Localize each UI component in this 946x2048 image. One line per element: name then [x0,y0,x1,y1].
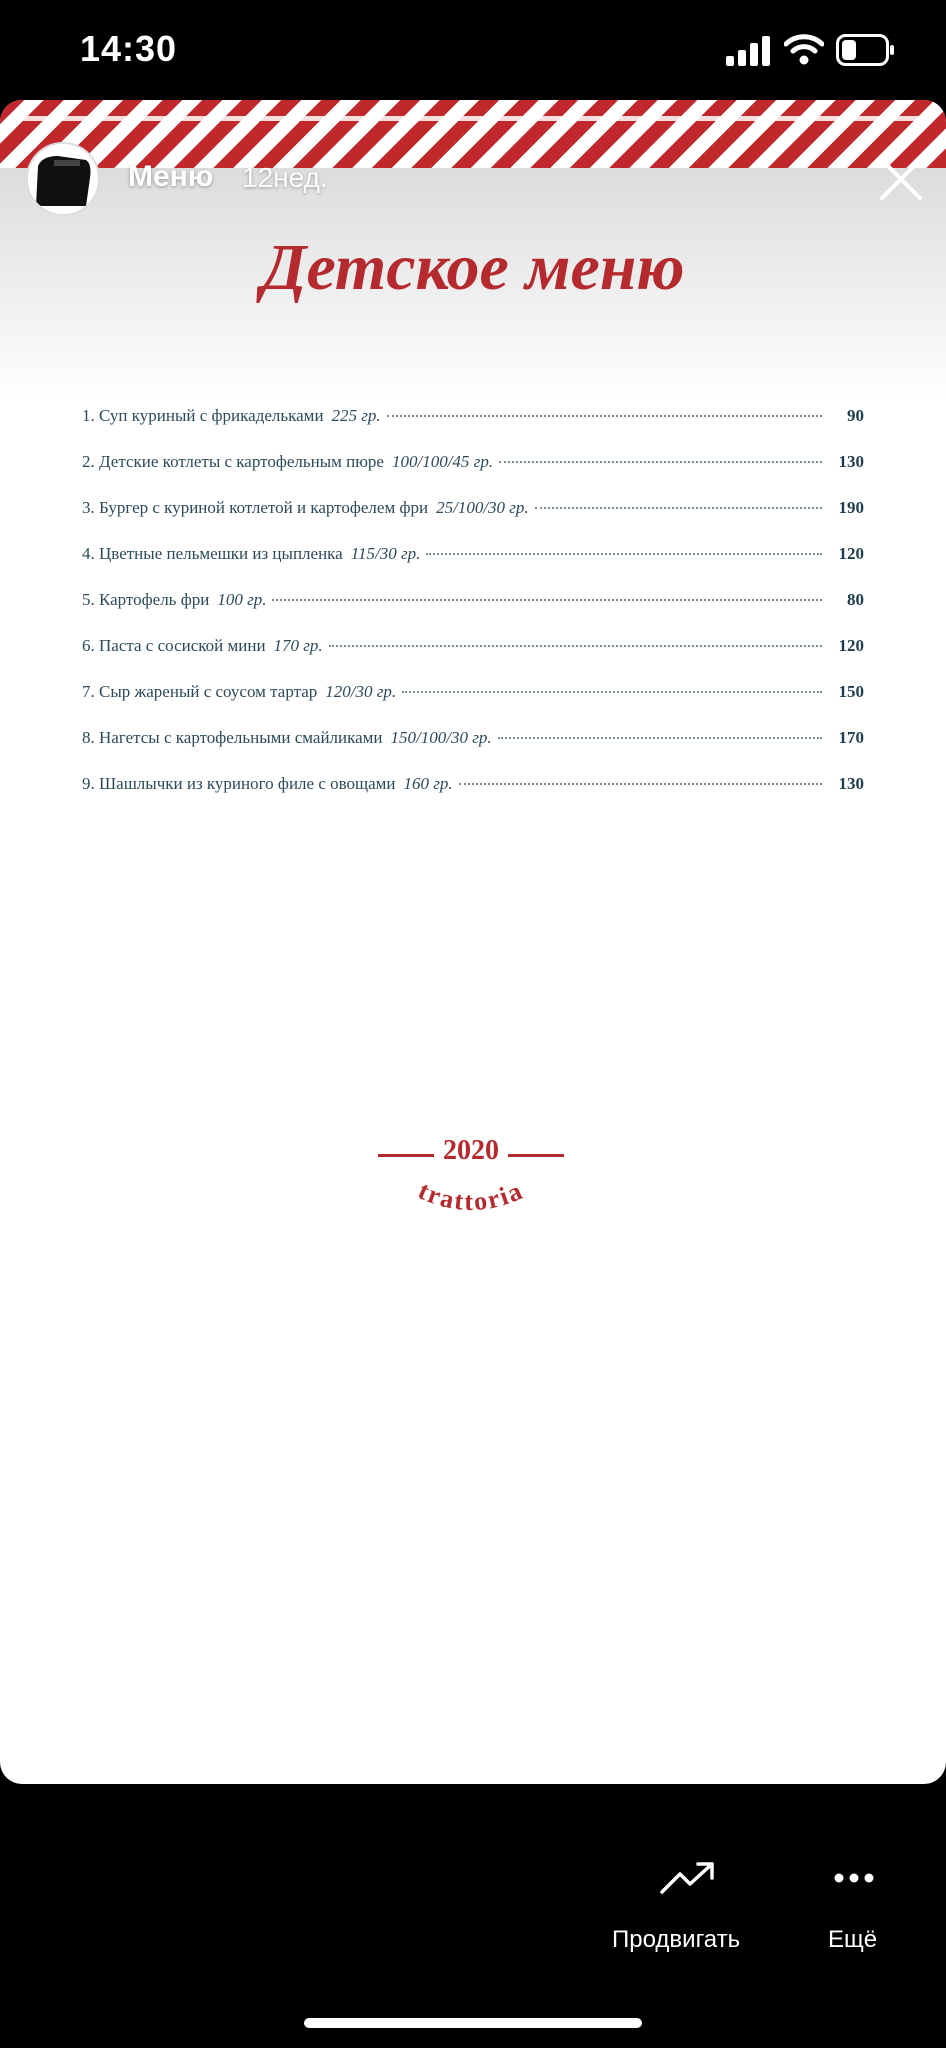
story-progress-bar [18,116,928,121]
trattoria-logo [366,1135,576,1245]
menu-item [82,728,864,774]
story-username[interactable]: Меню [128,160,214,193]
menu-item-weight: 100 гр. [217,590,267,609]
menu-item-weight: 170 гр. [273,636,323,655]
menu-item-leader [459,783,822,785]
story-timestamp: 12нед. [242,162,328,193]
menu-item-price: 90 [847,406,864,425]
status-time: 14:30 [80,28,178,69]
menu-item-leader [402,691,822,693]
menu-item-name: 6. Паста с сосиской мини [82,636,266,655]
menu-title: Детское меню [261,231,685,304]
menu-item-name: 9. Шашлычки из куриного филе с овощами [82,774,396,793]
menu-item-weight: 150/100/30 гр. [390,728,492,747]
menu-item-price: 150 [838,682,864,701]
logo-name: trattoria [414,1175,528,1217]
avatar[interactable] [26,142,100,216]
menu-item-price: 120 [838,636,864,655]
menu-item-leader [535,507,822,509]
menu-item-price: 170 [838,728,864,747]
menu-item [82,682,864,728]
more-dots-icon[interactable] [834,1870,874,1886]
menu-list [82,406,864,820]
menu-item-leader [498,737,822,739]
menu-item-name: 7. Сыр жареный с соусом тартар [82,682,318,701]
menu-item-weight: 120/30 гр. [325,682,397,701]
wifi-icon [784,32,824,66]
promote-button[interactable]: Продвигать [612,1926,741,1953]
close-icon[interactable] [874,152,928,206]
menu-item-price: 130 [838,452,864,471]
menu-item-name: 1. Суп куриный с фрикадельками [82,406,324,425]
menu-item-name: 2. Детские котлеты с картофельным пюре [82,452,384,471]
menu-item-weight: 115/30 гр. [350,544,421,563]
menu-item-name: 4. Цветные пельмешки из цыпленка [82,544,343,563]
menu-item-price: 120 [838,544,864,563]
battery-icon [836,34,896,66]
logo-arc-text [366,1155,576,1245]
menu-item-leader [329,645,822,647]
menu-item [82,636,864,682]
menu-item-weight: 160 гр. [403,774,453,793]
trending-up-icon[interactable] [660,1860,716,1896]
menu-item-price: 190 [838,498,864,517]
striped-header-decoration [0,100,946,168]
menu-item [82,498,864,544]
menu-item-weight: 100/100/45 гр. [391,452,494,471]
menu-item-leader [272,599,822,601]
menu-item [82,406,864,452]
menu-item-leader [387,415,822,417]
menu-item-weight: 25/100/30 гр. [436,498,529,517]
menu-item-price: 130 [838,774,864,793]
menu-item [82,590,864,636]
more-button[interactable]: Ещё [828,1926,878,1953]
menu-item [82,774,864,820]
menu-item [82,452,864,498]
menu-item-name: 5. Картофель фри [82,590,210,609]
menu-item-weight: 225 гр. [331,406,381,425]
story-view[interactable] [0,100,946,1784]
home-indicator[interactable] [304,2018,642,2028]
menu-item [82,544,864,590]
logo-year: 2020 [443,1135,499,1166]
menu-item-leader [426,553,822,555]
svg-text:trattoria [414,1176,528,1217]
profile-picture-icon [28,144,98,214]
menu-item-leader [499,461,822,463]
menu-item-name: 8. Нагетсы с картофельными смайликами [82,728,383,747]
status-bar [0,0,946,100]
menu-item-name: 3. Бургер с куриной котлетой и картофелем фри [82,498,429,517]
cellular-signal-icon [726,36,772,66]
menu-item-price: 80 [847,590,864,609]
